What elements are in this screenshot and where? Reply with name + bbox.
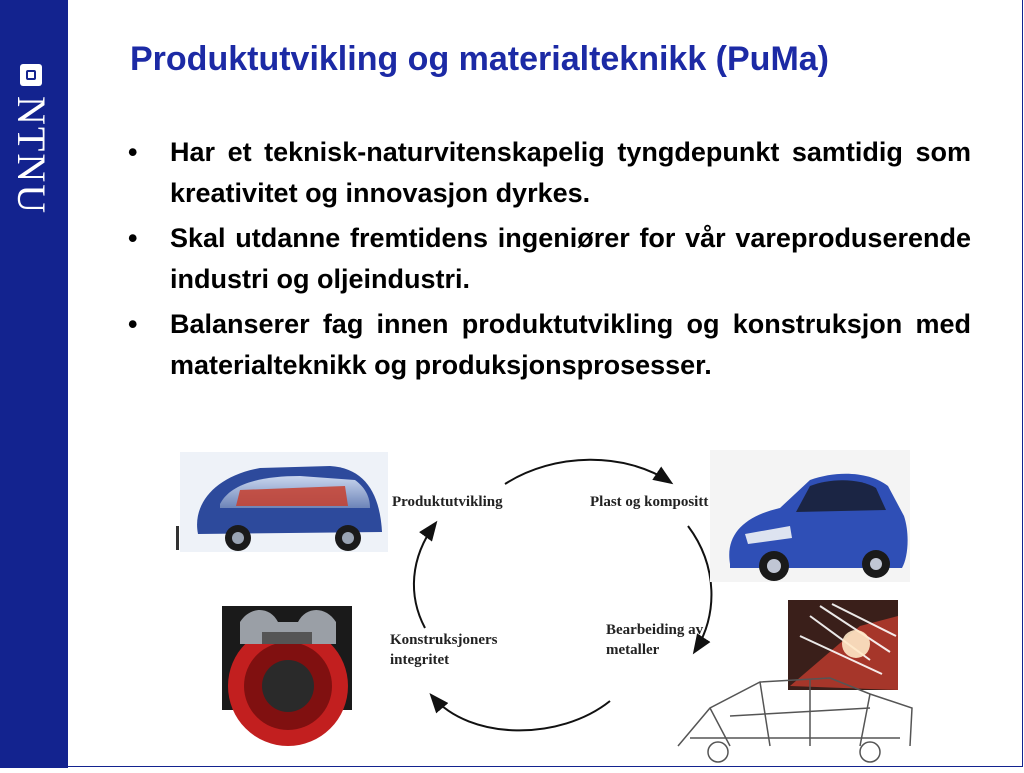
label-bearbeiding-line2: metaller [606, 642, 660, 658]
bullet-item [128, 132, 971, 214]
process-cycle-diagram [170, 446, 930, 768]
blue-car-photo [710, 450, 910, 582]
label-konstruksjoners-line2: integritet [390, 652, 450, 668]
cycle-arrow [432, 696, 610, 730]
cycle-graphics [170, 446, 930, 768]
bullet-list [128, 132, 971, 390]
bullet-dot: • [128, 137, 138, 167]
bullet-text: Har et teknisk-naturvitenskapelig tyngdepunkt samtidig som kreativitet og innovasjon dyrkes. [170, 137, 971, 208]
label-produktutvikling: Produktutvikling [392, 494, 503, 510]
bullet-dot: • [128, 223, 138, 253]
cycle-arrow [505, 460, 670, 484]
slide-title: Produktutvikling og materialteknikk (PuMa) [130, 40, 830, 78]
cycle-arrow [414, 524, 435, 628]
bullet-text: Balanserer fag innen produktutvikling og konstruksjon med materialteknikk og produksjonsprosesser. [170, 309, 971, 380]
ntnu-logo-icon [20, 64, 42, 86]
label-konstruksjoners [390, 630, 498, 670]
concept-car-photo [176, 452, 388, 552]
brake-disc-photo [222, 606, 352, 746]
bullet-text: Skal utdanne fremtidens ingeniører for vår vareproduserende industri og oljeindustri. [170, 223, 971, 294]
label-bearbeiding-line1: Bearbeiding av [606, 622, 704, 638]
bullet-item [128, 218, 971, 300]
ntnu-logo-text: NTNU [9, 96, 54, 216]
welding-photo [788, 600, 898, 690]
label-konstruksjoners-line1: Konstruksjoners [390, 632, 498, 648]
bullet-dot: • [128, 309, 138, 339]
car-frame-drawing [678, 678, 912, 762]
bullet-item [128, 304, 971, 386]
label-bearbeiding [606, 620, 703, 660]
ntnu-sidebar [0, 0, 68, 768]
label-plast-og-kompositt: Plast og kompositt [590, 494, 709, 510]
